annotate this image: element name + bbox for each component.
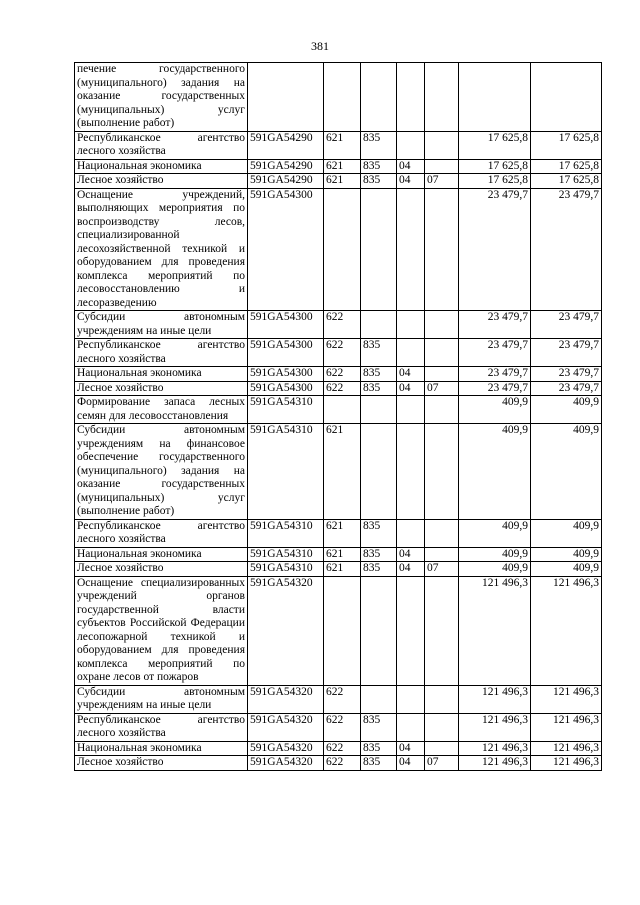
row-name-cell: Национальная экономика [75, 159, 248, 174]
table-row [75, 519, 602, 547]
table-row [75, 756, 602, 771]
subsection-cell [425, 519, 459, 547]
amount-2-cell: 121 496,3 [531, 741, 602, 756]
subsection-cell [425, 188, 459, 311]
amount-1-cell: 121 496,3 [459, 576, 531, 685]
admin-code-cell: 835 [361, 174, 397, 189]
row-name-cell: Субсидии автономным учреждениям на иные цели [75, 685, 248, 713]
target-code-cell: 591GA54320 [248, 685, 324, 713]
admin-code-cell [361, 63, 397, 132]
page-number: 381 [311, 39, 329, 53]
admin-code-cell: 835 [361, 381, 397, 396]
expense-type-cell [324, 576, 361, 685]
amount-2-cell: 409,9 [531, 562, 602, 577]
table-row [75, 131, 602, 159]
target-code-cell: 591GA54290 [248, 159, 324, 174]
target-code-cell: 591GA54290 [248, 174, 324, 189]
target-code-cell [248, 63, 324, 132]
expense-type-cell: 621 [324, 174, 361, 189]
subsection-cell [425, 685, 459, 713]
expense-type-cell: 621 [324, 424, 361, 520]
amount-2-cell: 121 496,3 [531, 576, 602, 685]
target-code-cell: 591GA54300 [248, 188, 324, 311]
row-name-cell: Республиканское агентство лесного хозяйства [75, 339, 248, 367]
subsection-cell [425, 159, 459, 174]
target-code-cell: 591GA54320 [248, 713, 324, 741]
subsection-cell [425, 367, 459, 382]
row-name-cell: Республиканское агентство лесного хозяйства [75, 713, 248, 741]
amount-2-cell: 409,9 [531, 519, 602, 547]
amount-1-cell: 23 479,7 [459, 381, 531, 396]
target-code-cell: 591GA54300 [248, 381, 324, 396]
amount-2-cell: 23 479,7 [531, 381, 602, 396]
expense-type-cell: 622 [324, 756, 361, 771]
admin-code-cell: 835 [361, 713, 397, 741]
expense-type-cell: 622 [324, 381, 361, 396]
amount-2-cell [531, 63, 602, 132]
expense-type-cell [324, 396, 361, 424]
row-name-cell: Оснащение специализированных учреждений органов государственной власти субъектов Российской Федерации лесопожарной техникой и оборудованием для проведения комплекса мероприятий по охране лесов от пожаров [75, 576, 248, 685]
expense-type-cell: 621 [324, 519, 361, 547]
amount-1-cell: 409,9 [459, 562, 531, 577]
row-name-cell: Республиканское агентство лесного хозяйства [75, 131, 248, 159]
expense-type-cell: 621 [324, 131, 361, 159]
admin-code-cell: 835 [361, 367, 397, 382]
target-code-cell: 591GA54320 [248, 756, 324, 771]
target-code-cell: 591GA54310 [248, 562, 324, 577]
target-code-cell: 591GA54310 [248, 424, 324, 520]
amount-1-cell: 17 625,8 [459, 174, 531, 189]
table-row [75, 547, 602, 562]
target-code-cell: 591GA54290 [248, 131, 324, 159]
expense-type-cell: 622 [324, 339, 361, 367]
amount-2-cell: 17 625,8 [531, 131, 602, 159]
row-name-cell: Формирование запаса лесных семян для лесовосстановления [75, 396, 248, 424]
amount-2-cell: 23 479,7 [531, 367, 602, 382]
table-row [75, 424, 602, 520]
amount-1-cell: 409,9 [459, 519, 531, 547]
subsection-cell [425, 311, 459, 339]
amount-1-cell: 409,9 [459, 424, 531, 520]
admin-code-cell: 835 [361, 339, 397, 367]
expense-type-cell [324, 63, 361, 132]
admin-code-cell [361, 311, 397, 339]
amount-2-cell: 23 479,7 [531, 339, 602, 367]
table-row [75, 562, 602, 577]
row-name-cell: Субсидии автономным учреждениям на финансовое обеспечение государственного (муниципального) задания на оказание государственных (муниципальных) услуг (выполнение работ) [75, 424, 248, 520]
subsection-cell: 07 [425, 174, 459, 189]
table-row [75, 741, 602, 756]
admin-code-cell [361, 396, 397, 424]
row-name-cell: Республиканское агентство лесного хозяйства [75, 519, 248, 547]
table-row [75, 713, 602, 741]
row-name-cell: Лесное хозяйство [75, 174, 248, 189]
target-code-cell: 591GA54300 [248, 339, 324, 367]
expense-type-cell: 622 [324, 685, 361, 713]
expense-type-cell: 622 [324, 713, 361, 741]
section-cell: 04 [397, 367, 425, 382]
subsection-cell [425, 339, 459, 367]
admin-code-cell [361, 685, 397, 713]
section-cell [397, 519, 425, 547]
section-cell: 04 [397, 756, 425, 771]
target-code-cell: 591GA54310 [248, 519, 324, 547]
section-cell: 04 [397, 741, 425, 756]
section-cell [397, 63, 425, 132]
section-cell [397, 311, 425, 339]
section-cell: 04 [397, 159, 425, 174]
amount-1-cell: 23 479,7 [459, 367, 531, 382]
table-body [75, 63, 602, 771]
section-cell [397, 339, 425, 367]
target-code-cell: 591GA54310 [248, 396, 324, 424]
expense-type-cell [324, 188, 361, 311]
amount-1-cell: 17 625,8 [459, 131, 531, 159]
row-name-cell: Лесное хозяйство [75, 381, 248, 396]
admin-code-cell: 835 [361, 131, 397, 159]
expense-type-cell: 621 [324, 547, 361, 562]
target-code-cell: 591GA54320 [248, 576, 324, 685]
amount-1-cell: 121 496,3 [459, 741, 531, 756]
expense-type-cell: 622 [324, 741, 361, 756]
section-cell: 04 [397, 547, 425, 562]
section-cell [397, 188, 425, 311]
subsection-cell [425, 63, 459, 132]
section-cell: 04 [397, 562, 425, 577]
subsection-cell [425, 131, 459, 159]
admin-code-cell: 835 [361, 756, 397, 771]
subsection-cell [425, 741, 459, 756]
amount-1-cell: 23 479,7 [459, 339, 531, 367]
row-name-cell: Лесное хозяйство [75, 562, 248, 577]
subsection-cell [425, 396, 459, 424]
section-cell [397, 685, 425, 713]
table-row [75, 63, 602, 132]
section-cell: 04 [397, 381, 425, 396]
amount-2-cell: 17 625,8 [531, 159, 602, 174]
table-row [75, 381, 602, 396]
amount-2-cell: 23 479,7 [531, 188, 602, 311]
admin-code-cell [361, 188, 397, 311]
row-name-cell: Национальная экономика [75, 367, 248, 382]
section-cell [397, 713, 425, 741]
table-row [75, 188, 602, 311]
amount-1-cell: 17 625,8 [459, 159, 531, 174]
amount-1-cell [459, 63, 531, 132]
section-cell: 04 [397, 174, 425, 189]
expense-type-cell: 622 [324, 311, 361, 339]
amount-1-cell: 409,9 [459, 396, 531, 424]
target-code-cell: 591GA54320 [248, 741, 324, 756]
table-row [75, 367, 602, 382]
section-cell [397, 396, 425, 424]
expense-type-cell: 622 [324, 367, 361, 382]
section-cell [397, 424, 425, 520]
admin-code-cell: 835 [361, 547, 397, 562]
admin-code-cell: 835 [361, 519, 397, 547]
amount-2-cell: 121 496,3 [531, 713, 602, 741]
amount-2-cell: 409,9 [531, 547, 602, 562]
table-row [75, 396, 602, 424]
expense-type-cell: 621 [324, 562, 361, 577]
target-code-cell: 591GA54310 [248, 547, 324, 562]
amount-2-cell: 17 625,8 [531, 174, 602, 189]
row-name-cell: Оснащение учреждений, выполняющих мероприятия по воспроизводству лесов, специализированной лесохозяйственной техникой и оборудованием для проведения комплекса мероприятий по лесовосстановлению и лесоразведению [75, 188, 248, 311]
section-cell [397, 576, 425, 685]
amount-2-cell: 121 496,3 [531, 756, 602, 771]
table-row [75, 339, 602, 367]
table-row [75, 311, 602, 339]
subsection-cell [425, 576, 459, 685]
row-name-cell: печение государственного (муниципального) задания на оказание государственных (муниципальных) услуг (выполнение работ) [75, 63, 248, 132]
budget-table [74, 62, 602, 771]
table-row [75, 685, 602, 713]
amount-1-cell: 121 496,3 [459, 713, 531, 741]
amount-2-cell: 121 496,3 [531, 685, 602, 713]
row-name-cell: Субсидии автономным учреждениям на иные цели [75, 311, 248, 339]
section-cell [397, 131, 425, 159]
target-code-cell: 591GA54300 [248, 311, 324, 339]
admin-code-cell [361, 576, 397, 685]
subsection-cell [425, 547, 459, 562]
amount-2-cell: 23 479,7 [531, 311, 602, 339]
table-row [75, 576, 602, 685]
amount-1-cell: 409,9 [459, 547, 531, 562]
expense-type-cell: 621 [324, 159, 361, 174]
row-name-cell: Национальная экономика [75, 547, 248, 562]
admin-code-cell: 835 [361, 741, 397, 756]
amount-2-cell: 409,9 [531, 424, 602, 520]
row-name-cell: Национальная экономика [75, 741, 248, 756]
amount-1-cell: 23 479,7 [459, 188, 531, 311]
target-code-cell: 591GA54300 [248, 367, 324, 382]
admin-code-cell [361, 424, 397, 520]
row-name-cell: Лесное хозяйство [75, 756, 248, 771]
table-row [75, 159, 602, 174]
amount-1-cell: 23 479,7 [459, 311, 531, 339]
amount-2-cell: 409,9 [531, 396, 602, 424]
amount-1-cell: 121 496,3 [459, 685, 531, 713]
admin-code-cell: 835 [361, 562, 397, 577]
table-row [75, 174, 602, 189]
admin-code-cell: 835 [361, 159, 397, 174]
subsection-cell: 07 [425, 381, 459, 396]
subsection-cell [425, 424, 459, 520]
subsection-cell: 07 [425, 562, 459, 577]
amount-1-cell: 121 496,3 [459, 756, 531, 771]
subsection-cell [425, 713, 459, 741]
subsection-cell: 07 [425, 756, 459, 771]
